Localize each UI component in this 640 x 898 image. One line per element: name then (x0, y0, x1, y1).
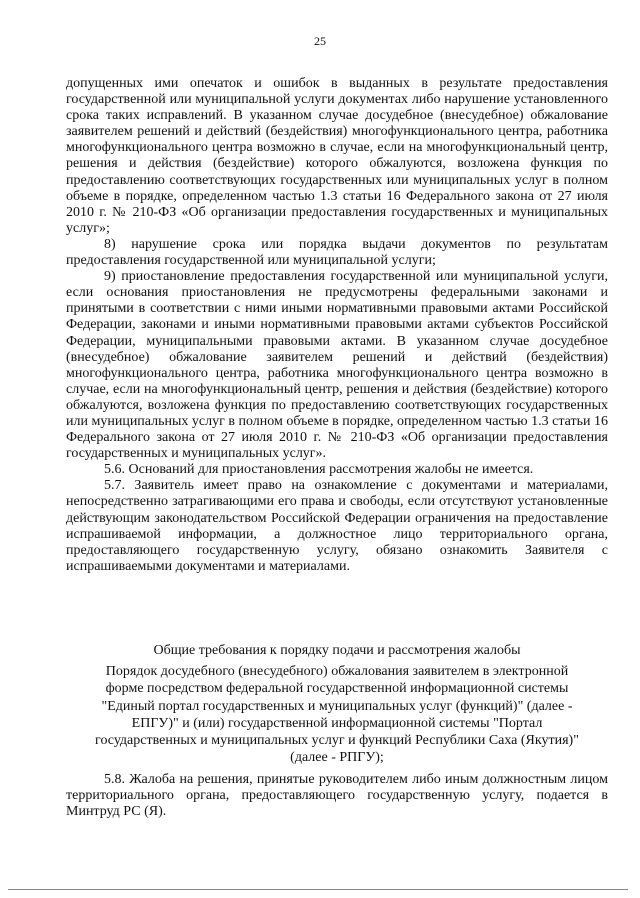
paragraph-item-9: 9) приостановление предоставления государственной или муниципальной услуги, если основания приостановления не предусмотрены федеральными законами и принятыми в соответствии с ними иными нормативными правовыми актами Российской Федерации, законами и иными нормативными правовыми актами субъектов Российской Федерации, муниципальными правовыми актами. В указанном случае досудебное (внесудебное) обжалование заявителем решений и действий (бездействия) многофункционального центра, работника многофункционального центра возможно в случае, если на многофункциональный центр, решения и действия (бездействие) которого обжалуются, возложена функция по предоставлению соответствующих государственных или муниципальных услуг в полном объеме в порядке, определенном частью 1.3 статьи 16 Федерального закона от 27 июля 2010 г. № 210-ФЗ «Об организации предоставления государственных и муниципальных услуг». (66, 269, 608, 462)
subheading-line: ЕПГУ)" и (или) государственной информационной системы "Портал (131, 715, 543, 731)
subheading-line: (далее - РПГУ); (290, 750, 384, 766)
paragraph-5-8-block (66, 772, 608, 820)
subheading-line: форме посредством федеральной государственной информационной системы (105, 681, 569, 697)
subheading (66, 663, 608, 766)
paragraph-5-6: 5.6. Оснований для приостановления рассмотрения жалобы не имеется. (104, 462, 534, 478)
paragraph-continuation: допущенных ими опечаток и ошибок в выданных в результате предоставления государственной или муниципальной услуги документах либо нарушение установленного срока таких исправлений. В указанном случае досудебное (внесудебное) обжалование заявителем решений и действий (бездействия) многофункционального центра, работника многофункционального центра возможно в случае, если на многофункциональный центр, решения и действия (бездействие) которого обжалуются, возложена функция по предоставлению соответствующих государственных или муниципальных услуг в полном объеме в порядке, определенном частью 1.3 статьи 16 Федерального закона от 27 июля 2010 г. № 210-ФЗ «Об организации предоставления государственных и муниципальных услуг»; (66, 76, 608, 236)
page-number: 25 (314, 34, 326, 48)
section-heading: Общие требования к порядку подачи и рассмотрения жалобы (153, 643, 521, 658)
document-body (66, 76, 608, 575)
paragraph-item-8: 8) нарушение срока или порядка выдачи документов по результатам предоставления государственной или муниципальной услуги; (66, 236, 608, 269)
subheading-line: Порядок досудебного (внесудебного) обжалования заявителем в электронной (105, 664, 569, 680)
paragraph-5-8: 5.8. Жалоба на решения, принятые руководителем либо иным должностным лицом территориального органа, предоставляющего государственную услугу, подается в Минтруд РС (Я). (66, 772, 608, 820)
paragraph-5-7: 5.7. Заявитель имеет право на ознакомление с документами и материалами, непосредственно затрагивающими его права и свободы, если отсутствуют установленные действующим законодательством Российской Федерации ограничения на предоставление испрашиваемой информации, а должностное лицо территориального органа, предоставляющего государственную услугу, обязано ознакомить Заявителя с испрашиваемыми документами и материалами. (66, 478, 608, 574)
subheading-line: государственных и муниципальных услуг и функций Республики Саха (Якутия)" (95, 733, 579, 749)
section-heading-block (66, 642, 608, 766)
scan-edge-line (8, 889, 628, 890)
subheading-line: "Единый портал государственных и муниципальных услуг (функций)" (далее - (101, 698, 573, 714)
